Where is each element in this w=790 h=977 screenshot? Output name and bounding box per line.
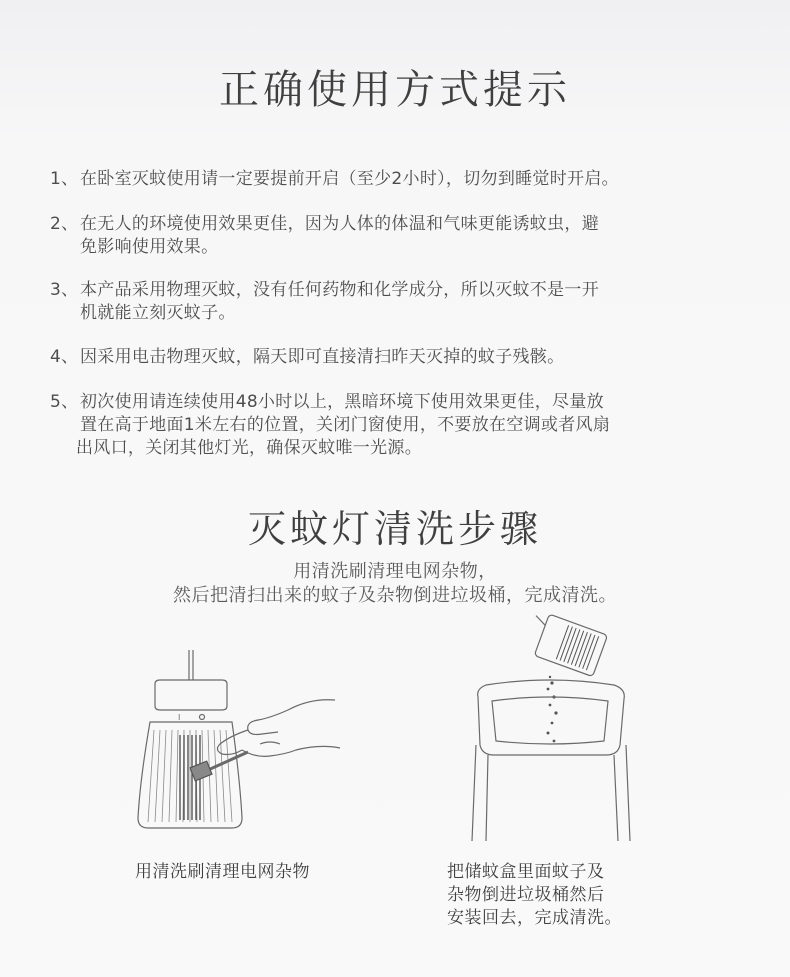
tip-2 [50,213,599,259]
lamp-label: I [178,713,181,722]
cleaning-subtitle: 用清洗刷清理电网杂物， [293,561,497,582]
tip-number: 3、 [50,280,79,300]
caption-line: 把储蚊盒里面蚊子及 [447,862,605,882]
tip-text: 出风口，关闭其他灯光，确保灭蚊唯一光源。 [76,438,422,458]
caption-empty-box [447,861,687,930]
cleaning-title: 灭蚊灯清洗步骤 [247,507,542,551]
caption-line: 安装回去，完成清洗。 [447,908,622,928]
tip-number: 4、 [50,347,79,367]
caption-line: 杂物倒进垃圾桶然后 [447,885,605,905]
tip-text: 置在高于地面1米左右的位置，关闭门窗使用，不要放在空调或者风扇 [80,415,611,435]
tip-1 [50,168,619,191]
tip-text: 在卧室灭蚊使用请一定要提前开启（至少2小时），切勿到睡觉时开启。 [80,169,619,189]
tip-number: 1、 [50,169,79,189]
tip-text: 因采用电击物理灭蚊，隔天即可直接清扫昨天灭掉的蚊子残骸。 [80,347,565,367]
page-title: 正确使用方式提示 [219,67,571,113]
tip-3 [50,279,599,325]
tip-number: 5、 [50,392,79,412]
tip-number: 2、 [50,214,79,234]
tip-text: 免影响使用效果。 [80,237,219,257]
tip-text: 机就能立刻灭蚊子。 [80,303,236,323]
tip-5 [50,391,610,460]
tip-4 [50,346,564,369]
lamp-cleaning-illustration [110,640,370,850]
caption-brush-cleaning: 用清洗刷清理电网杂物 [135,862,310,882]
tip-text: 本产品采用物理灭蚊，没有任何药物和化学成分，所以灭蚊不是一开 [80,280,599,300]
cleaning-subtitle: 然后把清扫出来的蚊子及杂物倒进垃圾桶，完成清洗。 [173,585,617,606]
trash-bin-illustration [450,605,670,845]
tip-text: 在无人的环境使用效果更佳，因为人体的体温和气味更能诱蚊虫，避 [80,214,599,234]
tip-text: 初次使用请连续使用48小时以上，黑暗环境下使用效果更佳，尽量放 [80,392,604,412]
